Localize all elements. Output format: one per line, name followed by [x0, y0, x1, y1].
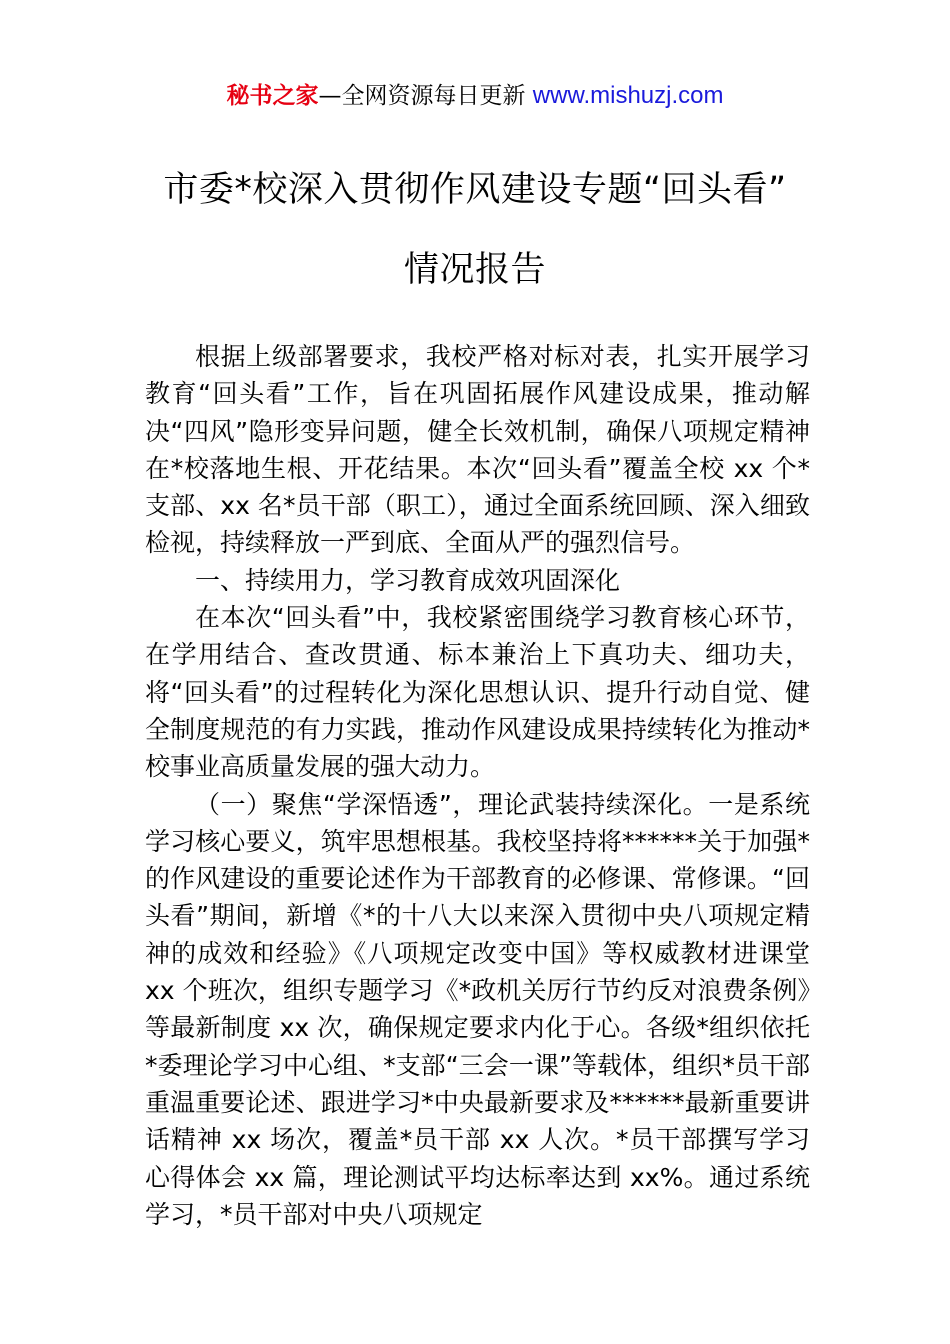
section-1-paragraph: 在本次“回头看”中，我校紧密围绕学习教育核心环节，在学用结合、查改贯通、标本兼治上下真功夫、细功夫，将“回头看”的过程转化为深化思想认识、提升行动自觉、健全制度规范的有力实践，推动作风建设成果持续转化为推动*校事业高质量发展的强大动力。 — [145, 603, 810, 782]
document-title — [0, 150, 950, 310]
subsection-1-paragraph: （一）聚焦“学深悟透”，理论武装持续深化。一是系统学习核心要义，筑牢思想根基。我校坚持将******关于加强*的作风建设的重要论述作为干部教育的必修课、常修课。“回头看”期间，新增《*的十八大以来深入贯彻中央八项规定精神的成效和经验》《八项规定改变中国》等权威教材进课堂 xx 个班次，组织专题学习《*政机关厉行节约反对浪费条例》等最新制度 xx 次，确保规定要求内化于心。各级*组织依托*委理论学习中心组、*支部“三会一课”等载体，组织*员干部重温重要论述、跟进学习*中央最新要求及******最新重要讲话精神 xx 场次，覆盖*员干部 xx 人次。*员干部撰写学习心得体会 xx 篇，理论测试平均达标率达到 xx%。通过系统学习，*员干部对中央八项规定 — [145, 789, 810, 1229]
section-heading-1: 一、持续用力，学习教育成效巩固深化 — [195, 565, 621, 595]
site-slogan: —全网资源每日更新 — [318, 83, 533, 109]
title-line-1: 市委*校深入贯彻作风建设专题“回头看” — [163, 170, 787, 210]
title-line-2: 情况报告 — [403, 250, 546, 290]
site-url-link[interactable]: www.mishuzj.com — [532, 82, 724, 109]
site-brand: 秘书之家 — [226, 83, 319, 109]
document-body — [145, 338, 810, 1233]
site-header — [0, 80, 950, 112]
intro-paragraph: 根据上级部署要求，我校严格对标对表，扎实开展学习教育“回头看”工作，旨在巩固拓展作风建设成果，推动解决“四风”隐形变异问题，健全长效机制，确保八项规定精神在*校落地生根、开花结果。本次“回头看”覆盖全校 xx 个*支部、xx 名*员干部（职工），通过全面系统回顾、深入细致检视，持续释放一严到底、全面从严的强烈信号。 — [145, 342, 810, 558]
